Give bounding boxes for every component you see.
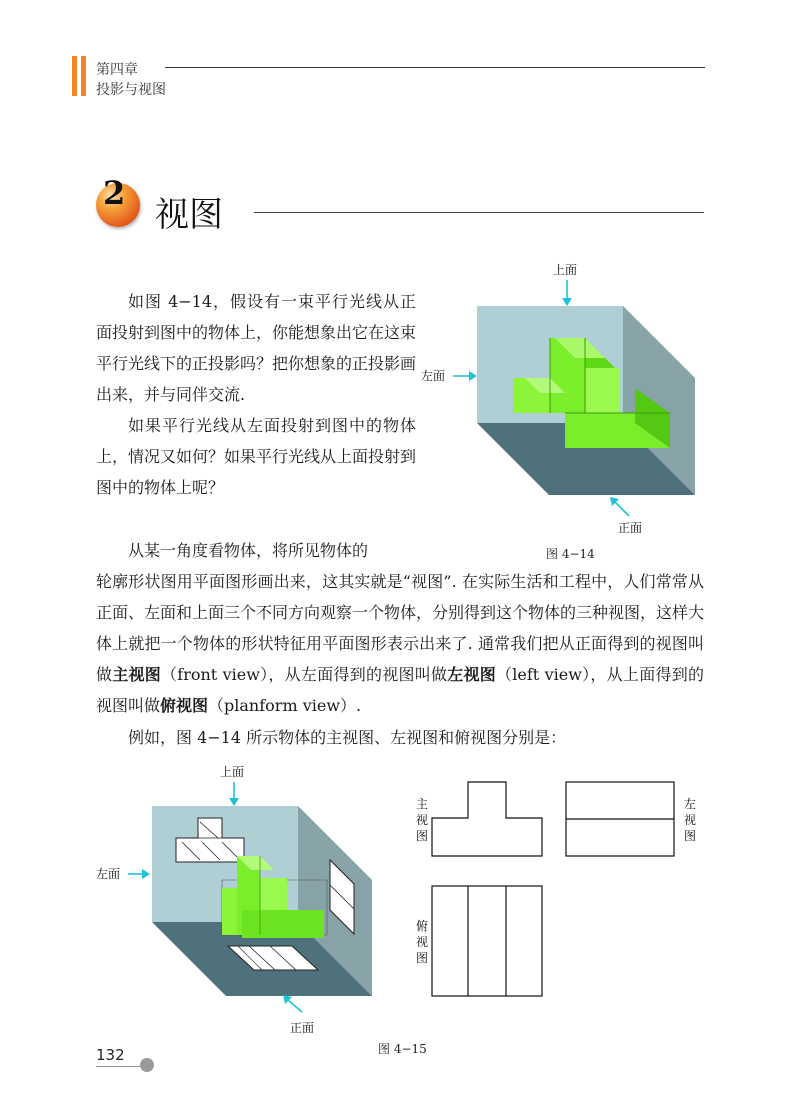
left-view-label-1: 左 [684, 797, 697, 811]
paragraph-3 [96, 566, 704, 721]
page-number-rule [96, 1066, 144, 1067]
figure-4-15-caption: 图 4−15 [378, 1042, 427, 1056]
label-front: 正面 [290, 1021, 315, 1035]
header-accent-bar [81, 56, 86, 96]
top-view-drawing [432, 886, 542, 996]
paragraph-3-start: 从某一角度看物体，将所见物体的 [128, 541, 369, 560]
figure-4-14-caption: 图 4−14 [546, 547, 595, 561]
front-view-drawing [432, 782, 542, 856]
left-view-label-3: 图 [684, 829, 697, 843]
arrow-front [288, 1000, 302, 1012]
arrow-left-head [469, 371, 477, 381]
label-top: 上面 [220, 765, 245, 779]
section-number: 2 [103, 174, 126, 212]
page-number-dot [140, 1058, 154, 1072]
left-view-en: （left view），从上面得到的视图叫做 [96, 665, 704, 715]
arrow-front [615, 502, 629, 516]
paragraph-intro-2: 如果平行光线从左面投射到图中的物体上，情况又如何？如果平行光线从上面投射到图中的物体上呢？ [96, 416, 417, 497]
section-rule [254, 212, 704, 213]
left-view-label-2: 视 [684, 813, 697, 827]
front-view-label-2: 视 [416, 813, 429, 827]
figure-4-15-views [400, 772, 710, 1008]
page-number: 132 [96, 1046, 125, 1064]
paragraph-4: 例如，图 4−14 所示物体的主视图、左视图和俯视图分别是： [128, 728, 567, 747]
front-view-label-1: 主 [416, 797, 429, 811]
arrow-top-head [562, 298, 572, 306]
top-view-label-1: 俯 [416, 919, 429, 933]
label-left: 左面 [421, 369, 446, 383]
front-view-en: （front view），从左面得到的视图叫做 [161, 665, 448, 684]
term-front-view: 主视图 [112, 665, 162, 684]
term-top-view: 俯视图 [160, 696, 209, 715]
term-left-view: 左视图 [447, 665, 497, 684]
header-rule [165, 67, 705, 68]
header-accent-bar [72, 56, 77, 96]
top-view-label-3: 图 [416, 951, 429, 965]
label-top: 上面 [553, 263, 578, 277]
label-front: 正面 [618, 521, 643, 535]
figure-4-14 [415, 258, 715, 558]
header-chapter: 第四章 [96, 62, 138, 78]
paragraph-intro-1: 如图 4−14，假设有一束平行光线从正面投射到图中的物体上，你能想象出它在这束平行光线下的正投影吗？把你想象的正投影画出来，并与同伴交流. [96, 292, 417, 404]
section-title: 视图 [155, 195, 223, 235]
paragraph-3-text: 轮廓形状图用平面图形画出来，这其实就是“视图”. 在实际生活和工程中，人们常常从正面、左面和上面三个不同方向观察一个物体，分别得到这个物体的三种视图，这样大体上就把一个物体的形状特征用平面图形表示出来了. 通常我们把从正面得到的视图叫做 [96, 572, 705, 684]
top-view-en: （planform view）. [208, 696, 362, 715]
label-left: 左面 [96, 867, 121, 881]
front-view-label-3: 图 [416, 829, 429, 843]
top-view-label-2: 视 [416, 935, 429, 949]
arrow-left-head [142, 869, 150, 879]
header-subtitle: 投影与视图 [96, 82, 166, 98]
arrow-top-head [229, 798, 239, 806]
figure-4-15-box [92, 760, 392, 1040]
